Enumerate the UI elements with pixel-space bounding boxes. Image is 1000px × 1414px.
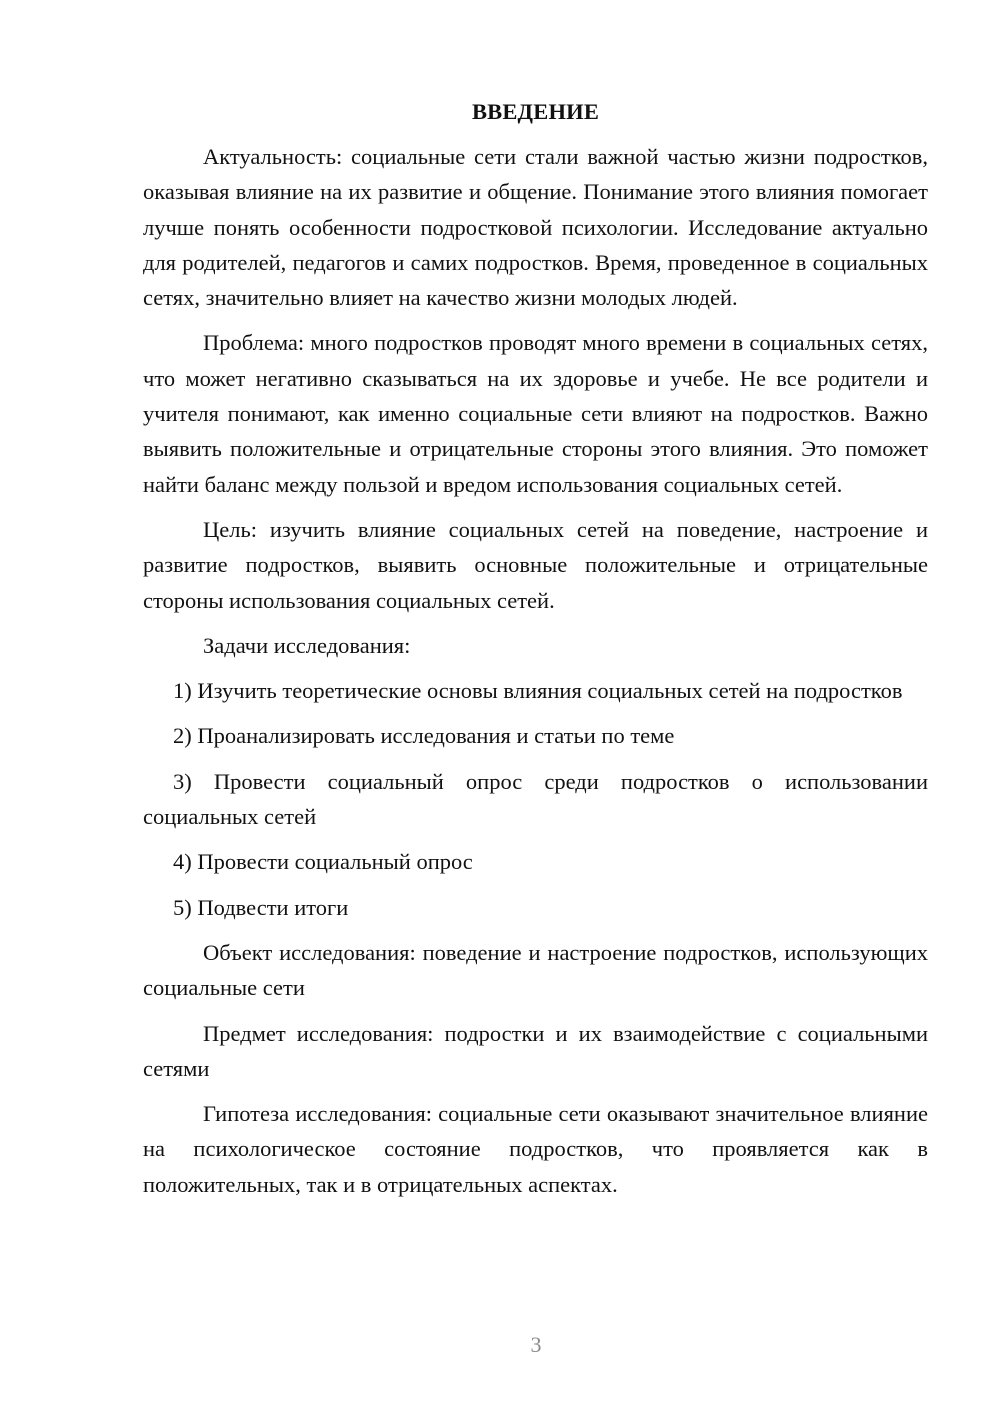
subject-paragraph: Предмет исследования: подростки и их взаимодействие с социальными сетями (143, 1020, 928, 1081)
object-paragraph: Объект исследования: поведение и настроение подростков, использующих социальные сети (143, 939, 928, 1001)
tasks-heading: Задачи исследования: (203, 632, 411, 658)
goal-paragraph: Цель: изучить влияние социальных сетей на поведение, настроение и развитие подростков, выявить основные положительные и отрицательные стороны использования социальных сетей. (143, 516, 928, 613)
hypothesis-paragraph: Гипотеза исследования: социальные сети оказывают значительное влияние на психологическое состояние подростков, что проявляется как в положительных, так и в отрицательных аспектах. (143, 1101, 928, 1197)
page-content (143, 94, 928, 1212)
task-list-item: 4) Провести социальный опрос (173, 849, 473, 875)
task-list-item: 1) Изучить теоретические основы влияния социальных сетей на подростков (173, 678, 903, 704)
page-number: 3 (530, 1332, 542, 1357)
relevance-paragraph: Актуальность: социальные сети стали важной частью жизни подростков, оказывая влияние на их развитие и общение. Понимание этого влияния помогает лучше понять особенности подростковой психологии. Исследование актуально для родителей, педагогов и самих подростков. Время, проведенное в социальных сетях, значительно влияет на качество жизни молодых людей. (143, 144, 928, 311)
problem-paragraph: Проблема: много подростков проводят много времени в социальных сетях, что может негативно сказываться на их здоровье и учебе. Не все родители и учителя понимают, как именно социальные сети влияют на подростков. Важно выявить положительные и отрицательные стороны этого влияния. Это поможет найти баланс между пользой и вредом использования социальных сетей. (143, 330, 928, 497)
task-list-item: 2) Проанализировать исследования и статьи по теме (173, 723, 675, 749)
task-list-item: 3) Провести социальный опрос среди подростков о использовании социальных сетей (143, 768, 928, 830)
task-list-item: 5) Подвести итоги (173, 894, 349, 920)
page-title: ВВЕДЕНИЕ (471, 99, 600, 124)
